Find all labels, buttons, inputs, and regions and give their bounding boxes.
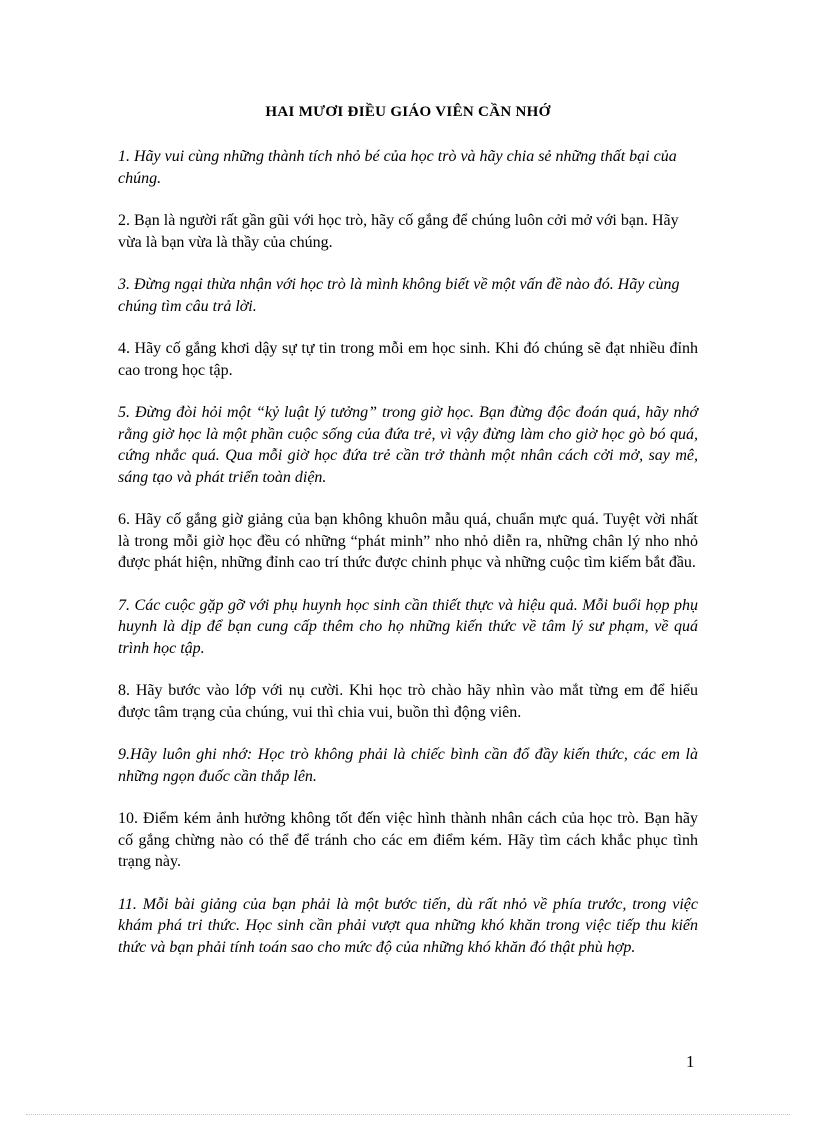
page-number: 1 [686, 1052, 695, 1071]
list-item: 8. Hãy bước vào lớp với nụ cười. Khi học trò chào hãy nhìn vào mắt từng em để hiểu được tâm trạng của chúng, vui thì chia vui, buồn thì động viên. [118, 682, 698, 721]
list-item: 10. Điểm kém ảnh hưởng không tốt đến việc hình thành nhân cách của học trò. Bạn hãy cố gắng chừng nào có thể để tránh cho các em điểm kém. Hãy tìm cách khắc phục tình trạng này. [118, 810, 698, 870]
document-body [118, 146, 698, 979]
page-bottom-divider [26, 1114, 790, 1115]
list-item: 3. Đừng ngại thừa nhận với học trò là mình không biết về một vấn đề nào đó. Hãy cùng chúng tìm câu trả lời. [118, 276, 680, 315]
list-item: 7. Các cuộc gặp gỡ với phụ huynh học sinh cần thiết thực và hiệu quả. Mỗi buổi họp phụ huynh là dịp để bạn cung cấp thêm cho họ những kiến thức về tâm lý sư phạm, về quá trình học tập. [118, 596, 698, 657]
page-title: HAI MƯƠI ĐIỀU GIÁO VIÊN CẦN NHỚ [265, 104, 551, 120]
list-item: 2. Bạn là người rất gần gũi với học trò, hãy cố gắng để chúng luôn cởi mở với bạn. Hãy vừa là bạn vừa là thầy của chúng. [118, 212, 679, 251]
list-item: 5. Đừng đòi hỏi một “kỷ luật lý tưởng” trong giờ học. Bạn đừng độc đoán quá, hãy nhớ rằng giờ học là một phần cuộc sống của đứa trẻ, vì vậy đừng làm cho giờ học gò bó quá, cứng nhắc quá. Qua mỗi giờ học đứa trẻ cần trở thành một nhân cách cởi mở, say mê, sáng tạo và phát triển toàn diện. [118, 404, 698, 486]
list-item: 6. Hãy cố gắng giờ giảng của bạn không khuôn mẫu quá, chuẩn mực quá. Tuyệt vời nhất là trong mỗi giờ học đều có những “phát minh” nho nhỏ diễn ra, những chân lý nho nhỏ được phát hiện, những đỉnh cao trí thức được chinh phục và những cuộc tìm kiếm bắt đầu. [118, 511, 698, 571]
list-item: 4. Hãy cố gắng khơi dậy sự tự tin trong mỗi em học sinh. Khi đó chúng sẽ đạt nhiều đỉnh cao trong học tập. [118, 340, 698, 379]
list-item: 11. Mỗi bài giảng của bạn phải là một bước tiến, dù rất nhỏ về phía trước, trong việc khám phá tri thức. Học sinh cần phải vượt qua những khó khăn trong việc tiếp thu kiến thức và bạn phải tính toán sao cho mức độ của những khó khăn đó thật phù hợp. [118, 895, 698, 956]
list-item: 9.Hãy luôn ghi nhớ: Học trò không phải là chiếc bình cần đổ đầy kiến thức, các em là những ngọn đuốc cần thắp lên. [118, 746, 698, 785]
list-item: 1. Hãy vui cùng những thành tích nhỏ bé của học trò và hãy chia sẻ những thất bại của chúng. [118, 148, 677, 187]
